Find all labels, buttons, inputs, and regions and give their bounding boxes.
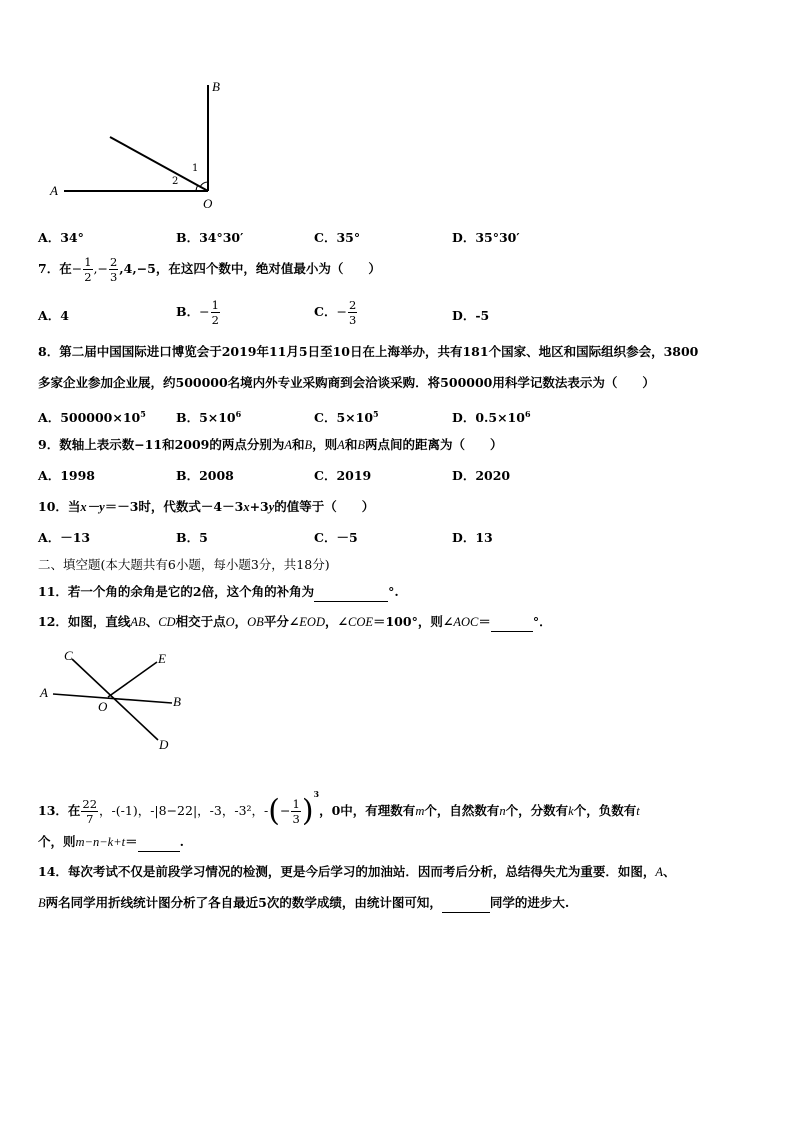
question-10: 10．当x－y＝－3时，代数式－4－3x+3y的值等于（ ） <box>38 499 375 514</box>
angle-diagram <box>40 75 240 215</box>
q6-option-d: D．35°30′ <box>452 230 520 245</box>
q10-option-d: D．13 <box>452 530 493 545</box>
q9-option-d: D．2020 <box>452 468 511 483</box>
lines-figure-q12 <box>36 645 196 755</box>
q10-option-c: C．－5 <box>314 530 358 545</box>
angle-label-1: 1 <box>192 163 199 174</box>
q13-answer-blank[interactable] <box>138 833 180 852</box>
q7-prefix: 7．在 <box>38 261 72 276</box>
q8-option-c: C．$5\times 10^5$ <box>314 409 379 426</box>
question-14-line-1: 14．每次考试不仅是前段学习情况的检测，更是今后学习的加油站．因而考后分析，总结得失尤为重要．如图，A、 <box>38 864 676 879</box>
q9-option-b: B．2008 <box>176 468 234 483</box>
label-c: C <box>64 648 73 663</box>
q7-option-d: D．-5 <box>452 308 490 323</box>
label-e: E <box>158 651 166 666</box>
q14-answer-blank[interactable] <box>442 894 490 913</box>
q7-option-c: C．− $\frac{2}{3}$ <box>314 298 357 327</box>
q8-option-a: A．$500000\times 10^5$ <box>38 409 146 426</box>
question-7: 7．在− $\frac{1}{2}$ ,− $\frac{2}{3}$ ,4,−5，在这四个数中，绝对值最小为（ ） <box>38 255 381 284</box>
q9-option-c: C．2019 <box>314 468 372 483</box>
label-a: A <box>50 183 58 198</box>
q9-option-a: A．1998 <box>38 468 95 483</box>
q6-option-c: C．35° <box>314 230 361 245</box>
label-b: B <box>173 694 181 709</box>
question-9: 9．数轴上表示数−11和2009的两点分别为A和B，则A和B两点间的距离为（ ） <box>38 437 503 452</box>
label-b: B <box>212 79 220 94</box>
question-13-line-2: 个，则m−n−k+t＝ . <box>38 833 184 852</box>
q10-option-a: A．－13 <box>38 530 91 545</box>
q7-fraction-1: $\frac{1}{2}$ <box>84 255 92 284</box>
q12-answer-blank[interactable] <box>491 613 533 632</box>
q8-option-d: D．$0.5\times 10^6$ <box>452 409 531 426</box>
q8-line-2: 多家企业参加企业展，约500000名境内外专业采购商到会洽谈采购．将500000用科学记数法表示为（ ） <box>38 375 655 390</box>
question-14-line-2: B两名同学用折线统计图分析了各自最近5次的数学成绩，由统计图可知， 同学的进步大. <box>38 894 569 913</box>
question-11: 11．若一个角的余角是它的2倍，这个角的补角为 °. <box>38 583 399 602</box>
q7-option-a: A．4 <box>38 308 69 323</box>
question-12: 12．如图，直线AB、CD相交于点O，OB平分∠EOD，∠COE＝100°，则∠AOC＝ °． <box>38 613 552 632</box>
q7-tail: ,4,−5，在这四个数中，绝对值最小为（ ） <box>119 261 381 276</box>
angle-label-2: 2 <box>172 176 179 187</box>
q8-option-b: B．$5\times 10^6$ <box>176 409 242 426</box>
label-o: O <box>98 699 108 714</box>
q11-answer-blank[interactable] <box>314 583 388 602</box>
q7-option-b: B．− $\frac{1}{2}$ <box>176 298 219 327</box>
q6-option-b: B．34°30′ <box>176 230 244 245</box>
q6-option-a: A．34° <box>38 230 84 245</box>
label-o: O <box>203 196 213 211</box>
label-d: D <box>159 737 169 752</box>
intersecting-lines-diagram <box>36 645 196 755</box>
section-heading: 二、填空题(本大题共有6小题，每小题3分，共18分) <box>38 557 330 572</box>
q10-option-b: B．5 <box>176 530 208 545</box>
q7-fraction-2: $\frac{2}{3}$ <box>109 255 118 284</box>
label-a: A <box>40 685 48 700</box>
angle-figure-q6 <box>40 75 240 215</box>
q8-line-1: 8．第二届中国国际进口博览会于2019年11月5日至10日在上海举办，共有181个国家、地区和国际组织参会，3800 <box>38 344 699 359</box>
question-13: 13．在 $\frac{22}{7}$ ，-(-1)，-|8−22|，-3，-3²，-(− $\frac{1}{3}$ )$^3$，0中，有理数有m个，自然数有n个，分数有k个，负数有t <box>38 789 640 829</box>
